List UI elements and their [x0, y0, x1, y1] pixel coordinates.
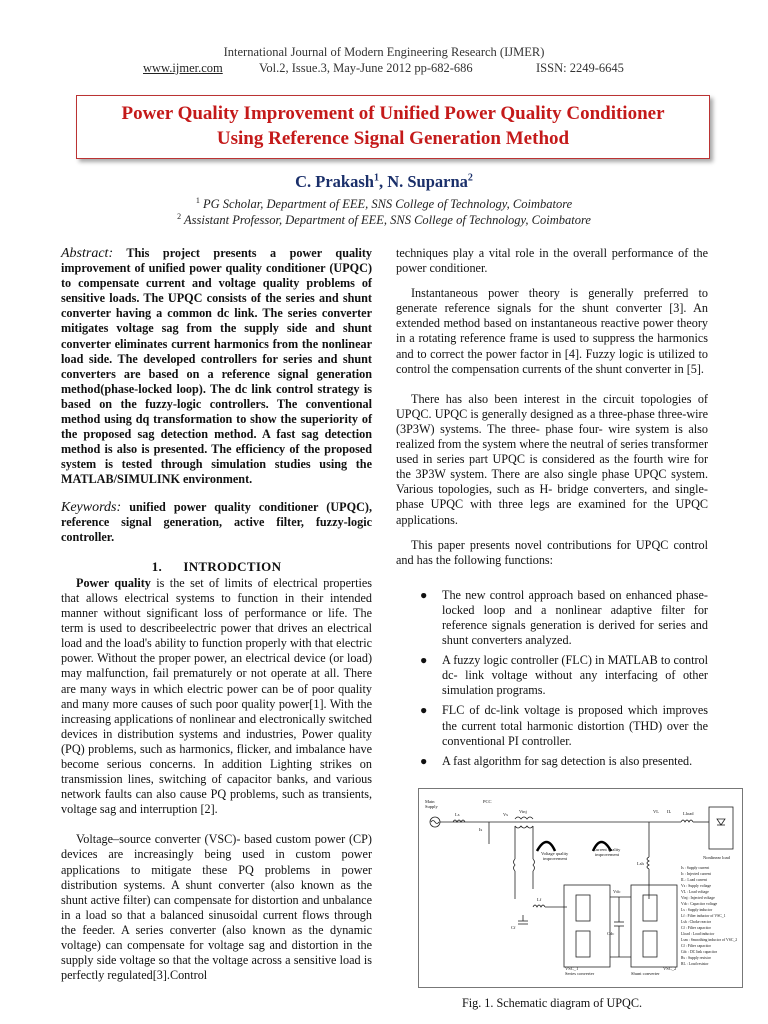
figure-caption: Fig. 1. Schematic diagram of UPQC.	[461, 996, 643, 1010]
list-item	[396, 588, 708, 648]
affiliation-2-text: Assistant Professor, Department of EEE, SNS College of Technology, Coimbatore	[181, 213, 591, 228]
journal-website-link[interactable]: www.ijmer.com	[143, 61, 223, 75]
journal-volume: Vol.2, Issue.3, May-June 2012 pp-682-686	[259, 61, 473, 75]
legend-item: Vdc : Capacitor voltage	[681, 902, 718, 906]
keywords	[61, 500, 372, 545]
list-item-text: FLC of dc-link voltage is proposed which improves the current total harmonic distortion (THD) over the conventional PI controller.	[442, 703, 708, 748]
list-item	[396, 703, 708, 748]
legend-item: Ls : Supply inductor	[681, 908, 713, 912]
fig-label-il: IL	[667, 809, 672, 814]
legend-item: IL : Load current	[681, 878, 707, 882]
fig-label-supply: Supply	[425, 804, 438, 809]
abstract-label: Abstract:	[61, 246, 114, 261]
fig-label-vq-improvement: improvement	[543, 856, 567, 861]
power-quality-term: Power quality	[76, 575, 151, 590]
affiliation-1-text: PG Scholar, Department of EEE, SNS College of Technology, Coimbatore	[199, 197, 573, 212]
fig-label-shunt-converter: Shunt converter	[631, 971, 660, 976]
left-column	[61, 246, 372, 983]
list-item-text: A fast algorithm for sag detection is also presented.	[442, 753, 693, 768]
bullet-icon: ●	[420, 587, 428, 602]
legend-item: Vinj : Injected voltage	[681, 896, 715, 900]
journal-name: International Journal of Modern Engineering Research (IJMER)	[223, 45, 545, 59]
legend-item: Cdc : DC link capacitor	[681, 950, 718, 954]
right-paragraph-0: techniques play a vital role in the overall performance of the power conditioner.	[396, 246, 708, 276]
author-2-sup: 2	[467, 172, 473, 184]
fig-label-vsc2: VSC_2	[663, 966, 677, 971]
abstract-text: This project presents a power quality improvement of unified power quality conditioner (UPQC) to compensate current and voltage quality problems of sensitive loads. The UPQC consists of the series and shunt converter having a common dc link. The series converter mitigates voltage sag from the supply side and shunt converter eliminates current harmonics from the nonlinear load side. The developed controllers for series and shunt converters are based on a reference signal generation method(phase-locked loop). The dc link control strategy is based on the fuzzy-logic controllers. The conventional method using dq transformation to show the superiority of the proposed sag detection method. A fast sag detection method is also is presented. The efficiency of the proposed system is tested through simulation studies using the MATLAB/SIMULINK environment.	[61, 246, 372, 487]
right-column	[396, 246, 708, 774]
intro-p1-text: is the set of limits of electrical properties that allows electrical systems to function in their intended manner without significant loss of performance or life. The term is used to describeelectric power that drives an electrical load and the load's ability to function properly with that electric power. Without the proper power, an electrical device (or load) may malfunction, fail prematurely or not operate at all. There are many ways in which electric power can be of poor quality and many more causes of such poor quality power[1]. With the increasing applications of nonlinear and electronically switched devices in distribution systems and industries, Power quality (PQ) problems, such as harmonics, flicker, and imbalance have become serious concerns. In addition Lighting strikes on transmission lines, switching of capacitor banks, and various network faults can also cause PQ problems, such as transients, voltage sag and interruption [2].	[61, 575, 372, 817]
affiliation-1	[0, 196, 768, 212]
affiliation-2-sup: 2	[177, 212, 182, 221]
upqc-schematic-figure	[418, 788, 743, 988]
fig-label-pcc: PCC	[483, 799, 492, 804]
fig-label-cf: Cf	[511, 925, 516, 930]
journal-issn: ISSN: 2249-6645	[536, 61, 624, 75]
intro-paragraph-1	[61, 576, 372, 818]
fig-label-nonlinear-load: Nonlinear load	[703, 855, 730, 860]
fig-label-vdc: Vdc	[613, 889, 621, 894]
legend-item: Rs : Supply resistor	[681, 956, 711, 960]
author-sep: ,	[378, 172, 388, 191]
fig-label-cdc: Cdc	[607, 931, 615, 936]
keywords-text: unified power quality conditioner (UPQC), reference signal generation, active filter, fuzzy-logic controller.	[61, 499, 372, 544]
fig-label-vl: VL	[653, 809, 659, 814]
fig-label-lf: Lf	[537, 897, 542, 902]
fig-label-ls: Ls	[455, 812, 460, 817]
legend-item: Lsh : Choke reactor	[681, 920, 712, 924]
legend-item: Lsm : Smoothing inductor of VSC_2	[681, 938, 738, 942]
legend-item: Cf : Filter capacitor	[681, 926, 711, 930]
fig-label-main: Main	[425, 799, 435, 804]
bullet-icon: ●	[420, 653, 428, 668]
list-item	[396, 653, 708, 698]
right-paragraph-1: Instantaneous power theory is generally preferred to generate reference signals for the shunt converter [3]. An extended method based on instantaneous reactive power theory in a rotating reference frame is used to suppress the harmonics and to correct the power factor in [4]. Fuzzy logic is utilized to control the compensation currents of the shunt converter in [5].	[396, 286, 708, 376]
fig-label-lsh: Lsh	[637, 861, 644, 866]
legend-item: Lload : Load inductor	[681, 932, 715, 936]
fig-label-voltage-quality: Voltage quality	[541, 851, 569, 856]
title-line2: Using Reference Signal Generation Method	[216, 128, 570, 149]
bullet-icon: ●	[420, 753, 428, 768]
fig-label-vs: Vs	[503, 812, 509, 817]
author-1-sup: 1	[373, 172, 379, 184]
author-2: N. Suparna	[387, 172, 468, 191]
affiliation-2	[0, 212, 768, 228]
list-item-text: A fuzzy logic controller (FLC) in MATLAB to control dc- link voltage without any interfacing of other simulation programs.	[442, 653, 708, 698]
list-item	[396, 754, 708, 769]
right-paragraph-2: There has also been interest in the circuit topologies of UPQC. UPQC is generally designed as a three-phase three-wire (3P3W) systems. The three- phase four- wire system is also realized from the system where the neutral of series transformer used in series part UPQC is considered as the fourth wire for the 3P3W system. There are also single phase UPQC system. Various topologies, such as H- bridge converters, and single-phase UPQC with three legs are examined for the UPQC applications.	[396, 391, 708, 527]
title-box	[76, 95, 710, 159]
fig-label-lload: Lload	[683, 811, 694, 816]
affiliation-1-sup: 1	[195, 196, 200, 205]
keywords-label: Keywords:	[61, 499, 122, 515]
legend-item: Cf : Filter capacitor	[681, 944, 711, 948]
fig-legend	[681, 866, 737, 966]
author-1: C. Prakash	[295, 172, 374, 191]
legend-item: RL : Load resistor	[681, 962, 709, 966]
list-item-text: The new control approach based on enhanced phase-locked loop and a nonlinear adaptive filter for reference signals generation is derived for series and shunt converters analyzed.	[442, 587, 708, 648]
legend-item: Is : Supply current	[681, 866, 710, 870]
right-paragraph-3: This paper presents novel contributions for UPQC control and has the following functions:	[396, 537, 708, 567]
intro-heading: 1. INTRODCTION	[151, 558, 282, 574]
title-line1: Power Quality Improvement of Unified Power Quality Conditioner	[121, 103, 665, 124]
fig-label-vinj: Vinj	[519, 809, 527, 814]
legend-item: Lf : Filter inductor of VSC_1	[681, 914, 726, 918]
legend-item: Vs : Supply voltage	[681, 884, 712, 888]
abstract	[61, 246, 372, 488]
legend-item: Ic : Injected current	[681, 872, 711, 876]
authors	[0, 172, 768, 192]
fig-label-cq-improvement: improvement	[595, 852, 619, 857]
fig-label-current-quality: Current quality	[593, 847, 621, 852]
legend-item: VL : Load voltage	[681, 890, 709, 894]
fig-label-vsc1: VSC_1	[565, 966, 579, 971]
intro-paragraph-2: Voltage–source converter (VSC)- based custom power (CP) devices are increasingly being used in custom power applications to mitigate these PQ problems in power distribution systems. A shunt converter (also known as the shunt active filter) can compensate for distortion and unbalance in a load so that a balanced sinusoidal current flows through the feeder. A series converter (also known as the dynamic voltage) can compensate for voltage sag and distortion in the supply side voltage so that the voltage across a sensitive load is perfectly regulated[3].Control	[61, 832, 372, 983]
contribution-list	[396, 588, 708, 769]
fig-label-series-converter: Series converter	[565, 971, 595, 976]
bullet-icon: ●	[420, 703, 428, 718]
fig-label-is: Is	[479, 827, 483, 832]
upqc-schematic-diagram	[419, 789, 742, 987]
